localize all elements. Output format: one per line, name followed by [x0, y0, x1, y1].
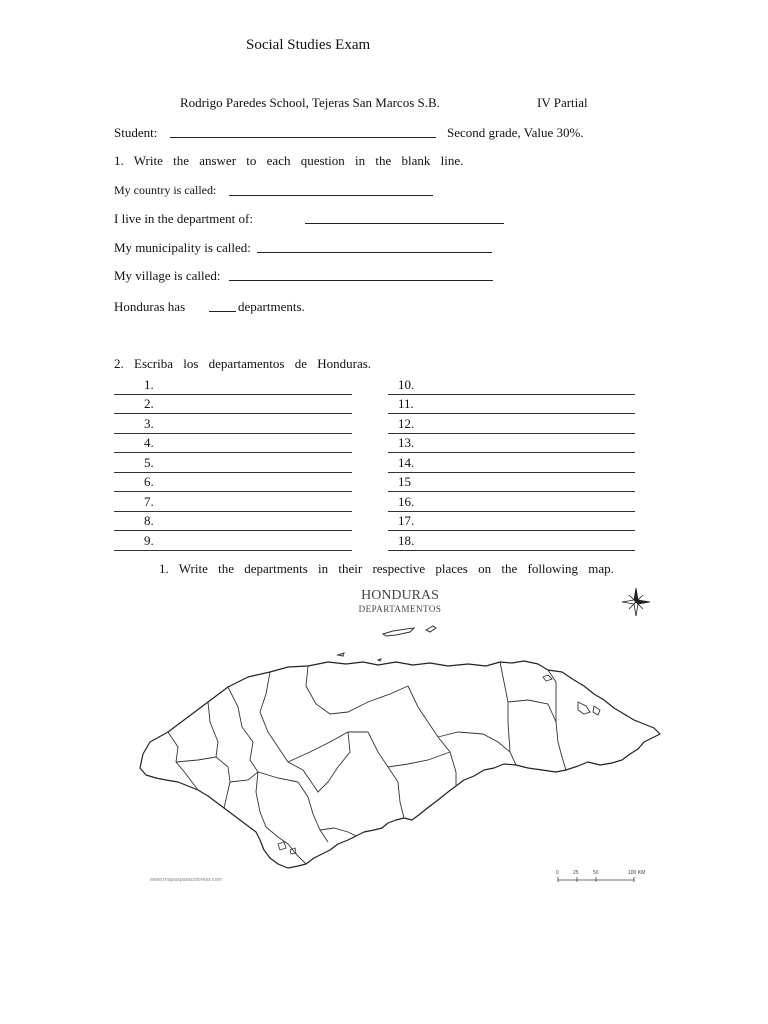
question-country: My country is called:: [114, 183, 217, 197]
section3-instruction: 1. Write the departments in their respective places on the following map.: [159, 561, 614, 576]
list-item[interactable]: 4.: [114, 434, 352, 454]
school-name: Rodrigo Paredes School, Tejeras San Marcos S.B.: [180, 95, 440, 110]
map-title: HONDURAS: [361, 588, 439, 603]
question-village: My village is called:: [114, 268, 221, 283]
map-watermark: www.mapasparacolorear.com: [150, 877, 223, 883]
list-item[interactable]: 10.: [388, 375, 635, 395]
map-subtitle: DEPARTAMENTOS: [358, 604, 442, 614]
map-scale-bar: [558, 877, 634, 882]
list-item[interactable]: 7.: [114, 492, 352, 512]
svg-text:100 KM: 100 KM: [628, 870, 646, 876]
departments-list-right: [388, 375, 635, 551]
list-item[interactable]: 5.: [114, 453, 352, 473]
list-item[interactable]: 18.: [388, 531, 635, 551]
list-item[interactable]: 3.: [114, 414, 352, 434]
honduras-map: [138, 582, 672, 888]
list-item[interactable]: 13.: [388, 434, 635, 454]
list-item[interactable]: 11.: [388, 395, 635, 415]
list-item[interactable]: 12.: [388, 414, 635, 434]
question-municipality: My municipality is called:: [114, 240, 251, 255]
question-count-before: Honduras has: [114, 299, 186, 314]
country-blank[interactable]: [229, 195, 433, 196]
section2-instruction: 2. Escriba los departamentos de Honduras.: [114, 356, 372, 371]
list-item[interactable]: 17.: [388, 512, 635, 532]
partial-label: IV Partial: [537, 95, 588, 110]
municipality-blank[interactable]: [257, 252, 492, 253]
bay-islands: [338, 626, 436, 661]
village-blank[interactable]: [229, 280, 493, 281]
exam-title: Social Studies Exam: [246, 37, 371, 53]
student-label: Student:: [114, 125, 158, 140]
map-scale-labels: [556, 870, 645, 876]
grade-value: Second grade, Value 30%.: [447, 125, 584, 140]
section1-instruction: 1. Write the answer to each question in the blank line.: [114, 153, 464, 168]
question-count-after: departments.: [238, 299, 305, 314]
svg-text:0: 0: [556, 870, 559, 876]
svg-text:50: 50: [593, 870, 599, 876]
list-item[interactable]: 8.: [114, 512, 352, 532]
list-item[interactable]: 15: [388, 473, 635, 493]
svg-text:25: 25: [573, 870, 579, 876]
count-blank[interactable]: [209, 311, 236, 312]
compass-rose-icon: [622, 588, 650, 616]
honduras-outline: [140, 661, 660, 868]
department-blank[interactable]: [305, 223, 504, 224]
list-item[interactable]: 9.: [114, 531, 352, 551]
departments-list-left: [114, 375, 352, 551]
list-item[interactable]: 16.: [388, 492, 635, 512]
list-item[interactable]: 14.: [388, 453, 635, 473]
question-department: I live in the department of:: [114, 211, 253, 226]
list-item[interactable]: 6.: [114, 473, 352, 493]
list-item[interactable]: 2.: [114, 395, 352, 415]
list-item[interactable]: 1.: [114, 375, 352, 395]
student-name-blank[interactable]: [170, 137, 436, 138]
